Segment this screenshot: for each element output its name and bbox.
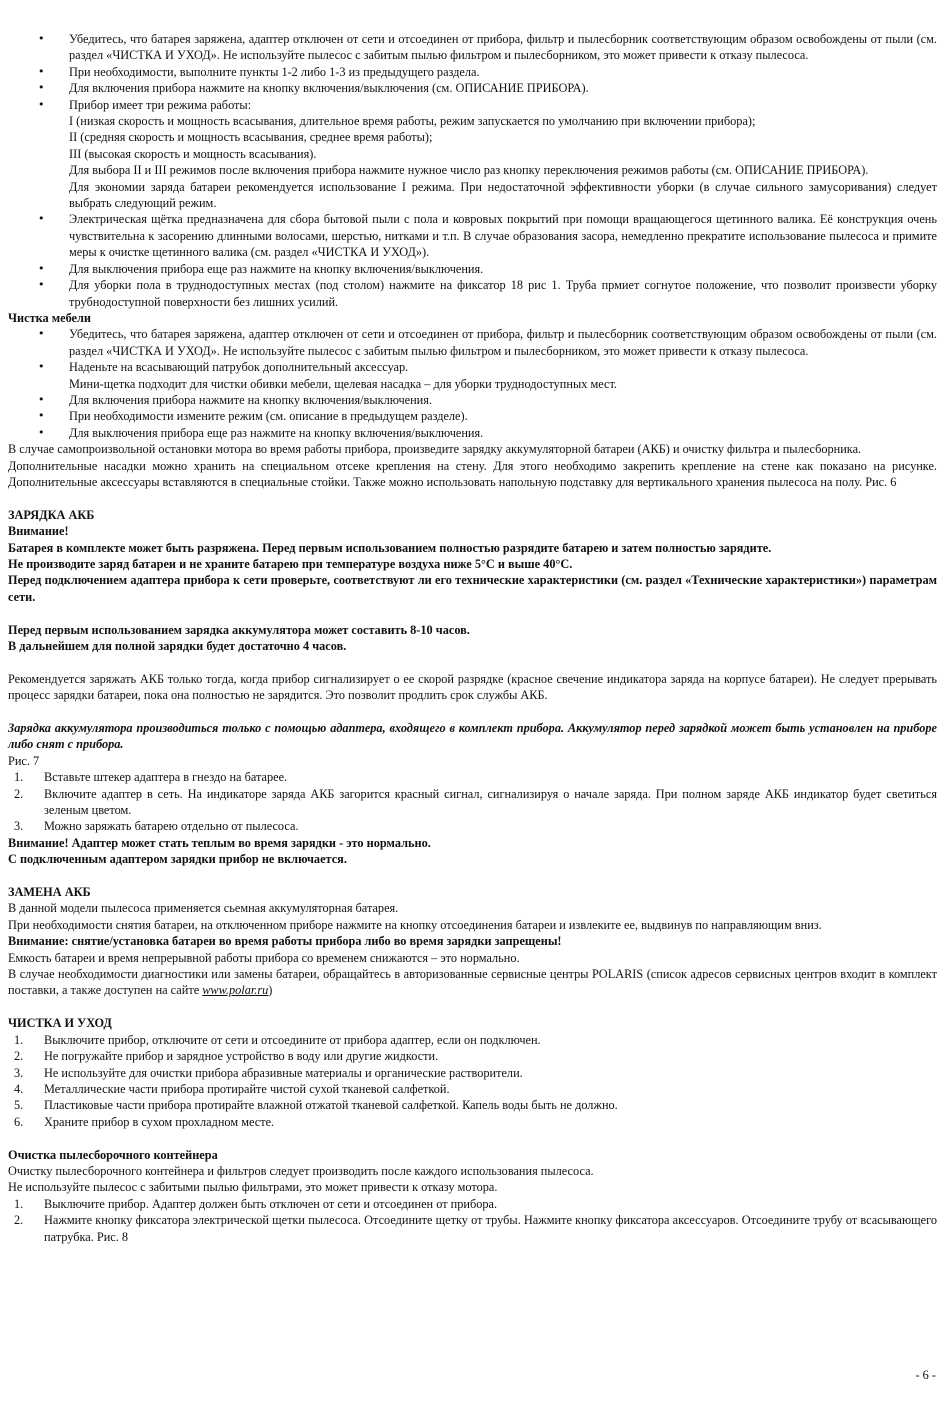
replace-service-paragraph [8,966,937,999]
step-text: Включите адаптер в сеть. На индикаторе заряда АКБ загорится красный сигнал, сигнализируя о начале заряда. При полном заряде АКБ индикатор будет светиться зеленым цветом. [44,786,937,818]
replace-line-1: В данной модели пылесоса применяется сьемная аккумуляторная батарея. [8,901,399,916]
list-item-text: • Убедитесь, что батарея заряжена, адаптер отключен от сети и отсоединен от прибора, фильтр и пылесборник соответствующим образом освобождены от пыли (см. раздел «ЧИСТКА И УХОД». Не используйте пылесос с забитым пылью фильтром и пылесборником, это может привести к отказу пылесоса. [69,32,937,63]
list-item-text: III (высокая скорость и мощность всасывания). [69,146,317,161]
list-item [8,392,937,408]
document-page [8,31,937,1245]
list-item-text: Для выбора II и III режимов после включения прибора нажмите нужное число раз кнопку переключения режимов работы (см. ОПИСАНИЕ ПРИБОРА). [69,163,869,178]
list-item-text: • Для включения прибора нажмите на кнопку включения/выключения. [69,392,432,407]
numbered-step [8,818,937,834]
list-item [8,97,937,212]
step-number: 1. [14,1032,24,1047]
numbered-step [8,786,937,819]
step-number: 1. [14,1196,24,1211]
charging-steps-list [8,769,937,835]
list-item-text: • Для включения прибора нажмите на кнопку включения/выключения (см. ОПИСАНИЕ ПРИБОРА). [69,81,589,96]
charging-time-first: Перед первым использованием зарядка аккумулятора может составить 8-10 часов. [8,622,470,637]
figure-ref-7: Рис. 7 [8,753,40,768]
list-item-text: • Для уборки пола в труднодоступных местах (под столом) нажмите на фиксатор 18 рис 1. Труба прмиет согнутое положение, что позволит произвести уборку трубнодоступной поверхности без лишних усилий. [69,278,937,309]
container-steps-list [8,1196,937,1245]
list-item-text: • При необходимости, выполните пункты 1-2 либо 1-3 из предыдущего раздела. [69,64,480,79]
list-item-text: • Прибор имеет три режима работы: [69,97,252,112]
charging-recommendation: Рекомендуется заряжать АКБ только тогда, когда прибор сигнализирует о ее скорой разрядке (красное свечение индикатора заряда на корпусе батареи). Не следует прерывать процесс зарядки батареи, пока она полностью не зарядится. Это позволит продлить срок службы АКБ. [8,671,937,703]
numbered-step [8,1114,937,1130]
section-heading-furniture: Чистка мебели [8,310,91,325]
list-item [8,261,937,277]
list-item [8,31,937,64]
section-heading-charging: ЗАРЯДКА АКБ [8,507,95,522]
container-line-2: Не используйте пылесос с забитыми пылью фильтрами, это может привести к отказу мотора. [8,1180,498,1195]
numbered-step [8,1097,937,1113]
care-steps-list [8,1032,937,1130]
step-number: 4. [14,1081,24,1096]
replace-line-2: При необходимости снятия батареи, на отключенном приборе нажмите на кнопку отсоединения батареи и извлеките ее, выдвинув по направляющим вниз. [8,917,822,932]
polar-site-link[interactable]: www.polar.ru [202,983,269,998]
step-text: Металлические части прибора протирайте чистой сухой тканевой салфеткой. [44,1081,450,1096]
numbered-step [8,1212,937,1245]
storage-paragraph: Дополнительные насадки можно хранить на специальном отсеке крепления на стену. Для этого необходимо закрепить крепление на стене как показано на рисунке. Дополнительные аксессуары вставляются в специальные стойки. Также можно использовать напольную подставку для вертикального хранения пылесоса на полу. Рис. 6 [8,458,937,489]
numbered-step [8,769,937,785]
operation-bullet-list [8,31,937,310]
numbered-step [8,1065,937,1081]
numbered-step [8,1196,937,1212]
service-text-end: ) [268,983,273,998]
list-item-text: • Для выключения прибора еще раз нажмите на кнопку включения/выключения. [69,425,484,440]
numbered-step [8,1048,937,1064]
list-item [8,359,937,392]
step-text: Выключите прибор. Адаптер должен быть отключен от сети и отсоединен от прибора. [44,1196,498,1211]
step-text: Вставьте штекер адаптера в гнездо на батарее. [44,770,288,785]
attention-label: Внимание! [8,524,69,539]
step-number: 6. [14,1114,24,1129]
list-item-text: • Для выключения прибора еще раз нажмите на кнопку включения/выключения. [69,261,484,276]
section-heading-replace: ЗАМЕНА АКБ [8,885,91,900]
warning-temperature: Не производите заряд батареи и не храните батарею при температуре воздуха ниже 5°С и выше 40°С. [8,556,573,571]
list-item [8,211,937,260]
list-item [8,408,937,424]
step-text: Пластиковые части прибора протирайте влажной отжатой тканевой салфеткой. Капель воды быть не должно. [44,1098,618,1113]
list-item [8,277,937,310]
step-number: 1. [14,770,24,785]
step-text: Выключите прибор, отключите от сети и отсоедините от прибора адаптер, если он подключен. [44,1032,541,1047]
list-item-text: II (средняя скорость и мощность всасывания, среднее время работы); [69,130,433,145]
step-number: 2. [14,1049,24,1064]
list-item-text: • Электрическая щётка предназначена для сбора бытовой пыли с пола и ковровых покрытий при помощи вращающегося щетинного валика. Её конструкция очень чувствительна к засорению длинными волосами, шерстью, нитками и т.п. В случае образования засора, немедленно прекратите использование пылесоса и примите меры к очистке щетинного валика (см. раздел «ЧИСТКА И УХОД»). [69,212,937,260]
list-item [8,326,937,359]
step-text: Храните прибор в сухом прохладном месте. [44,1114,275,1129]
list-item [8,64,937,80]
numbered-step [8,1032,937,1048]
page-number: - 6 - [915,1368,936,1382]
step-number: 2. [14,1213,24,1228]
list-item-text: Для экономии заряда батареи рекомендуется использование I режима. При недостаточной эффективности уборки (в случае сильного замусоривания) следует выбрать следующий режим. [69,179,937,211]
numbered-step [8,1081,937,1097]
container-line-1: Очистку пылесборочного контейнера и фильтров следует производить после каждого использования пылесоса. [8,1163,594,1178]
step-number: 2. [14,786,24,801]
list-item-text: Мини-щетка подходит для чистки обивки мебели, щелевая насадка – для уборки труднодоступных мест. [69,376,617,391]
step-number: 3. [14,819,24,834]
step-number: 3. [14,1065,24,1080]
charging-adapter-note: Зарядка аккумулятора производиться только с помощью адаптера, входящего в комплект прибора. Аккумулятор перед зарядкой может быть установлен на приборе либо снят с прибора. [8,721,937,752]
service-text: В случае необходимости диагностики или замены батареи, обращайтесь в авторизованные сервисные центры POLARIS (список адресов сервисных центров входит в комплект поставки, а также доступен на сайте [8,967,937,998]
step-text: Не погружайте прибор и зарядное устройство в воду или другие жидкости. [44,1049,439,1064]
section-heading-container: Очистка пылесборочного контейнера [8,1147,218,1162]
replace-line-4: Емкость батареи и время непрерывной работы прибора со временем снижаются – это нормально. [8,950,520,965]
list-item-text: • Убедитесь, что батарея заряжена, адаптер отключен от сети и отсоединен от прибора, фильтр и пылесборник соответствующим образом освобождены от пыли (см. раздел «ЧИСТКА И УХОД». Не используйте пылесос с забитым пылью фильтром и пылесборником, это может привести к отказу пылесоса. [69,327,937,358]
adapter-connected-note: С подключенным адаптером зарядки прибор не включается. [8,852,347,867]
warning-discharge: Батарея в комплекте может быть разряжена. Перед первым использованием полностью разрядите батарею и затем полностью зарядите. [8,540,772,555]
list-item [8,425,937,441]
list-item-text: • При необходимости измените режим (см. описание в предыдущем разделе). [69,409,468,424]
list-item-text: • Наденьте на всасывающий патрубок дополнительный аксессуар. [69,360,409,375]
step-text: Можно заряжать батарею отдельно от пылесоса. [44,819,299,834]
step-text: Нажмите кнопку фиксатора электрической щетки пылесоса. Отсоедините щетку от трубы. Нажмите кнопку фиксатора аксессуаров. Отсоедините трубу от всасывающего патрубка. Рис. 8 [44,1213,937,1244]
charging-time-later: В дальнейшем для полной зарядки будет достаточно 4 часов. [8,639,347,653]
warning-network: Перед подключением адаптера прибора к сети проверьте, соответствуют ли его технические характеристики (см. раздел «Технические характеристики») параметрам сети. [8,573,937,604]
section-heading-care: ЧИСТКА И УХОД [8,1016,112,1031]
replace-warning: Внимание: снятие/установка батареи во время работы прибора либо во время зарядки запрещены! [8,934,562,949]
list-item [8,80,937,96]
adapter-warm-note: Внимание! Адаптер может стать теплым во время зарядки - это нормально. [8,835,431,850]
step-number: 5. [14,1098,24,1113]
furniture-bullet-list [8,326,937,441]
list-item-text: I (низкая скорость и мощность всасывания, длительное время работы, режим запускается по умолчанию при включении прибора); [69,114,756,129]
motor-stop-paragraph: В случае самопроизвольной остановки мотора во время работы прибора, произведите зарядку аккумуляторной батареи (АКБ) и очистку фильтра и пылесборника. [8,442,862,457]
step-text: Не используйте для очистки прибора абразивные материалы и органические растворители. [44,1065,523,1080]
